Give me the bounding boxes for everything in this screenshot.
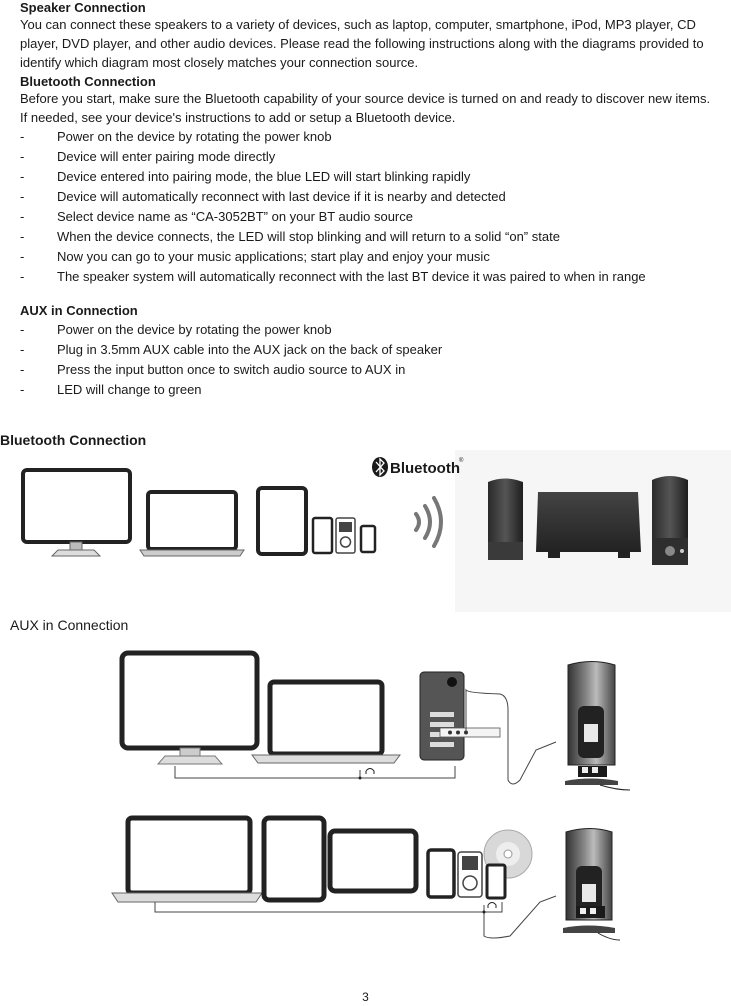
list-item (20, 340, 720, 360)
step-text: Plug in 3.5mm AUX cable into the AUX jack on the back of speaker (57, 342, 443, 357)
bullet-dash: - (20, 322, 25, 337)
bullet-dash: - (20, 169, 25, 184)
bullet-dash: - (20, 229, 25, 244)
bullet-dash: - (20, 189, 25, 204)
list-item (20, 187, 720, 207)
aux-mp3-player-icon (458, 852, 482, 897)
step-text: Device will automatically reconnect with last device if it is nearby and detected (57, 189, 506, 204)
right-speaker-icon (652, 476, 688, 565)
list-item (20, 147, 720, 167)
list-item (20, 380, 720, 400)
wireless-signal-icon (416, 498, 441, 546)
bullet-dash: - (20, 269, 25, 284)
tablet-icon (258, 488, 306, 554)
aux-diagram-title: AUX in Connection (10, 617, 129, 633)
aux-tablet-landscape-icon (330, 831, 416, 891)
speaker-connection-heading: Speaker Connection (20, 0, 146, 15)
step-text: Now you can go to your music applications; start play and enjoy your music (57, 249, 490, 264)
speaker-connection-intro: You can connect these speakers to a variety of devices, such as laptop, computer, smartphone, iPod, MP3 player, CD player, DVD player, and other audio devices. Please read the following instructions along with the diagrams provided to identify which diagram most closely matches your connection source. (20, 17, 704, 70)
laptop-icon (140, 492, 244, 556)
step-text: Power on the device by rotating the power knob (57, 322, 332, 337)
aux-tablet-icon (264, 818, 324, 900)
bluetooth-instructions-heading: Bluetooth Connection (20, 74, 156, 89)
list-item (20, 167, 720, 187)
bullet-dash: - (20, 209, 25, 224)
monitor-icon (23, 470, 130, 556)
bullet-dash: - (20, 149, 25, 164)
aux-instructions-section (20, 303, 720, 400)
bluetooth-logo-text: Bluetooth (390, 460, 460, 477)
step-text: Select device name as “CA-3052BT” on your BT audio source (57, 209, 413, 224)
bluetooth-steps-list (20, 127, 720, 287)
aux-laptop2-icon (112, 818, 262, 902)
left-speaker-icon (488, 479, 523, 561)
step-text: Press the input button once to switch audio source to AUX in (57, 362, 406, 377)
aux-steps-list (20, 320, 720, 400)
step-text: LED will change to green (57, 382, 202, 397)
bluetooth-instructions-section (20, 74, 720, 287)
list-item (20, 360, 720, 380)
bluetooth-logo (372, 457, 464, 477)
list-item (20, 207, 720, 227)
bluetooth-logo-mark: ® (459, 458, 464, 464)
bluetooth-diagram (0, 450, 731, 615)
list-item (20, 320, 720, 340)
bullet-dash: - (20, 362, 25, 377)
step-text: Device will enter pairing mode directly (57, 149, 276, 164)
step-text: The speaker system will automatically reconnect with the last BT device it was paired to when in range (57, 269, 646, 284)
pc-tower-icon (420, 672, 464, 760)
small-phone-icon (361, 526, 375, 552)
aux-speaker-rear-icon (563, 829, 620, 941)
pc-audio-port-panel (440, 728, 500, 737)
bluetooth-instructions-intro: Before you start, make sure the Bluetooth capability of your source device is turned on and ready to discover new items. If needed, see your device's instructions to add or setup a Bluetooth device. (20, 91, 711, 125)
aux-laptop-icon (252, 682, 400, 763)
aux-monitor-icon (122, 653, 257, 764)
list-item (20, 127, 720, 147)
list-item (20, 247, 720, 267)
aux-small-phone-icon (487, 865, 505, 898)
aux-instructions-heading: AUX in Connection (20, 303, 138, 318)
page-number: 3 (362, 990, 369, 1004)
step-text: Device entered into pairing mode, the blue LED will start blinking rapidly (57, 169, 471, 184)
step-text: When the device connects, the LED will stop blinking and will return to a solid “on” state (57, 229, 560, 244)
aux-phone-icon (428, 850, 454, 897)
bullet-dash: - (20, 342, 25, 357)
subwoofer-icon (536, 492, 641, 558)
aux-diagram (0, 640, 731, 940)
smartphone-icon (313, 518, 332, 553)
aux-speaker-rear-icon (565, 662, 630, 791)
list-item (20, 267, 720, 287)
list-item (20, 227, 720, 247)
bullet-dash: - (20, 129, 25, 144)
mp3-player-icon (336, 518, 355, 553)
step-text: Power on the device by rotating the power knob (57, 129, 332, 144)
bullet-dash: - (20, 382, 25, 397)
bluetooth-diagram-title: Bluetooth Connection (0, 432, 147, 448)
speaker-connection-section (20, 0, 720, 72)
bullet-dash: - (20, 249, 25, 264)
